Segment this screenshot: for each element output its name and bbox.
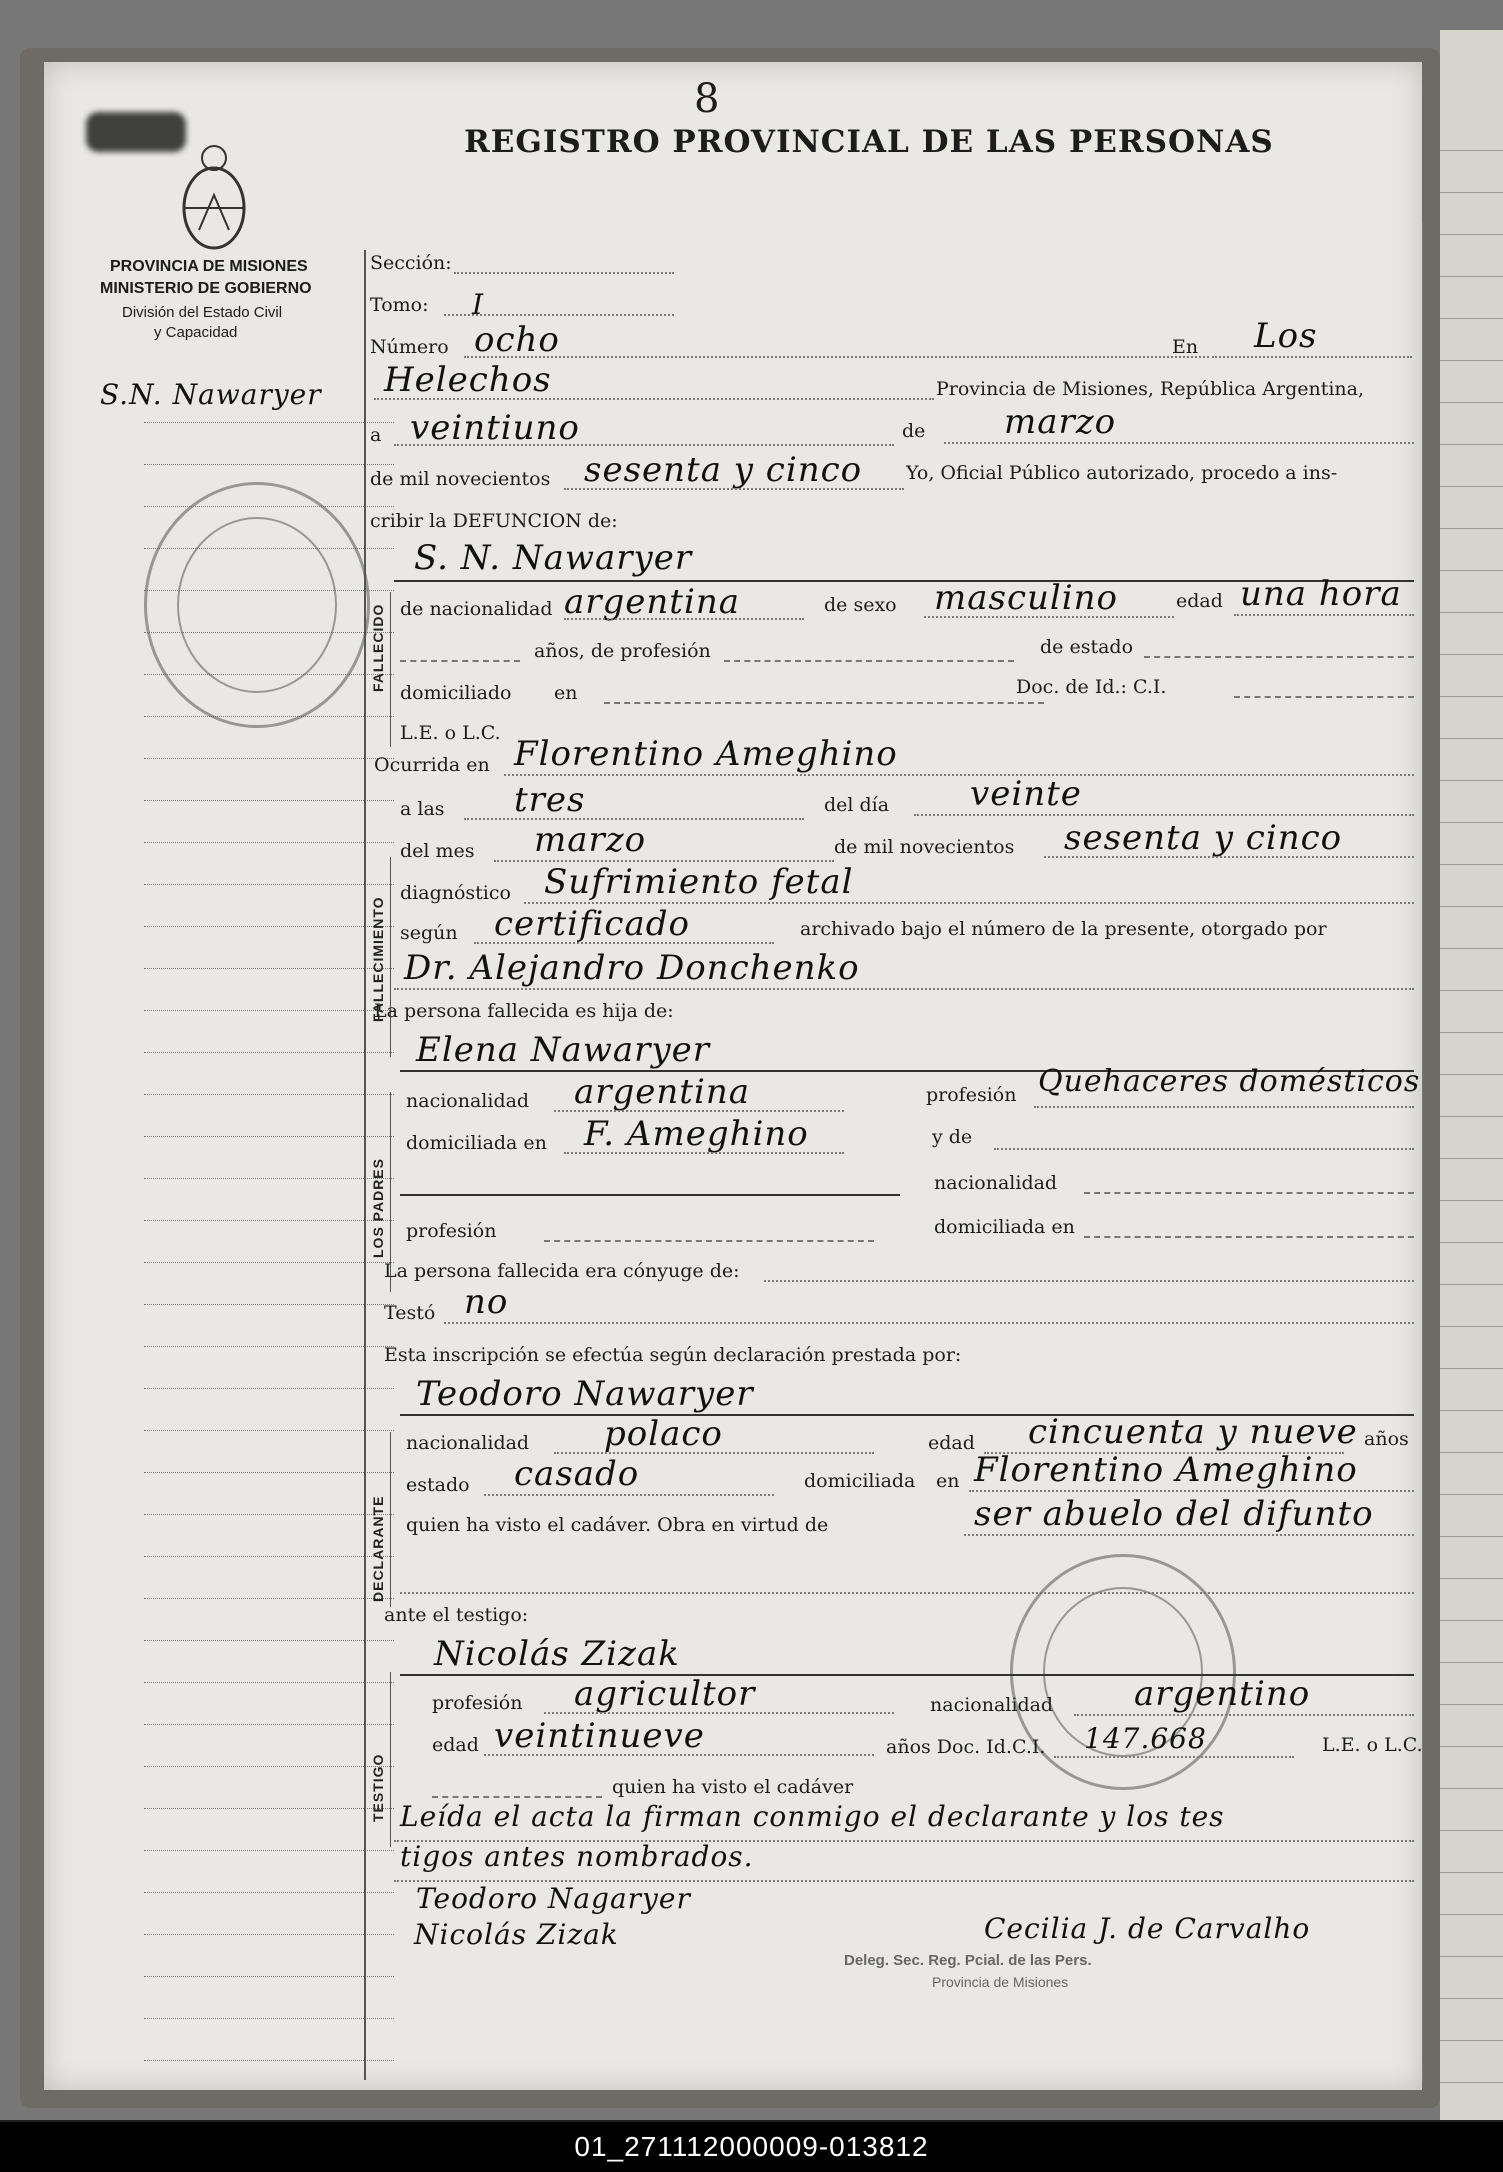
next-page-rule bbox=[1440, 1746, 1503, 1747]
test-edad-value: veintinueve bbox=[494, 1716, 705, 1756]
ante-label: ante el testigo: bbox=[384, 1604, 529, 1626]
test-edad-line bbox=[484, 1754, 874, 1756]
test-visto-label: quien ha visto el cadáver bbox=[612, 1776, 854, 1798]
segun-line bbox=[474, 942, 774, 944]
madre-nacionalidad-value: argentina bbox=[574, 1072, 751, 1112]
medico-line bbox=[394, 988, 1414, 990]
section-fallecimiento: FALLECIMIENTO bbox=[370, 896, 386, 1022]
margin-rule bbox=[144, 1052, 394, 1054]
next-page-rule bbox=[1440, 192, 1503, 193]
hija-label: La persona fallecida es hija de: bbox=[374, 1000, 674, 1022]
mes-line bbox=[944, 442, 1414, 444]
numero-line bbox=[464, 356, 1209, 358]
visto-label: quien ha visto el cadáver. Obra en virtud de bbox=[406, 1514, 829, 1536]
next-page-rule bbox=[1440, 822, 1503, 823]
dia-line bbox=[394, 444, 894, 446]
next-page-rule bbox=[1440, 906, 1503, 907]
numero-label: Número bbox=[370, 336, 449, 358]
next-page-rule bbox=[1440, 1662, 1503, 1663]
next-page-rule bbox=[1440, 1410, 1503, 1411]
madre-prof-line bbox=[1034, 1106, 1414, 1108]
madre-profesion-value: Quehaceres domésticos bbox=[1038, 1064, 1421, 1099]
dia-value: veintiuno bbox=[410, 408, 580, 448]
decl-domiciliada-label: domiciliada bbox=[804, 1470, 916, 1492]
decl-edad-value: cincuenta y nueve bbox=[1028, 1412, 1358, 1452]
next-page-rule bbox=[1440, 1788, 1503, 1789]
next-page-rule bbox=[1440, 486, 1503, 487]
margin-rule bbox=[144, 1724, 394, 1726]
margin-rule bbox=[144, 1136, 394, 1138]
margin-rule bbox=[144, 800, 394, 802]
tomo-label: Tomo: bbox=[370, 294, 429, 316]
next-page-rule bbox=[1440, 1998, 1503, 1999]
padre-line bbox=[994, 1148, 1414, 1150]
decl-estado-value: casado bbox=[514, 1454, 640, 1494]
next-page-rule bbox=[1440, 1368, 1503, 1369]
estado-label: de estado bbox=[1040, 636, 1134, 658]
rule-fallecimiento bbox=[390, 857, 391, 1057]
edad-line bbox=[1234, 614, 1414, 616]
nacionalidad-de-label: de nacionalidad bbox=[400, 598, 553, 620]
margin-rule bbox=[144, 1976, 394, 1978]
edad-value: una hora bbox=[1240, 574, 1402, 614]
sexo-line bbox=[924, 616, 1174, 618]
margin-rule bbox=[144, 2060, 394, 2062]
anio-fall-value: sesenta y cinco bbox=[1064, 818, 1343, 858]
test-le-lc-label: L.E. o L.C. bbox=[1322, 1734, 1423, 1756]
margin-rule bbox=[144, 464, 394, 466]
test-ci-line bbox=[1054, 1756, 1294, 1758]
coat-of-arms-icon bbox=[174, 140, 254, 260]
next-page-rule bbox=[1440, 1452, 1503, 1453]
ocurrida-line bbox=[504, 774, 1414, 776]
next-page-rule bbox=[1440, 1914, 1503, 1915]
conyuge-line bbox=[764, 1280, 1414, 1282]
madre-profesion-label: profesión bbox=[926, 1084, 1017, 1106]
margin-rule bbox=[144, 1640, 394, 1642]
estado-dash bbox=[1144, 656, 1414, 658]
office-line-2: MINISTERIO DE GOBIERNO bbox=[100, 280, 312, 297]
margin-rule bbox=[144, 1850, 394, 1852]
nombre-value: S. N. Nawaryer bbox=[414, 538, 693, 578]
sexo-label: de sexo bbox=[824, 594, 897, 616]
de-mil-label: de mil novecientos bbox=[370, 468, 551, 490]
en-label: En bbox=[1172, 336, 1199, 358]
next-page-rule bbox=[1440, 1536, 1503, 1537]
margin-rule bbox=[144, 1682, 394, 1684]
next-page-rule bbox=[1440, 318, 1503, 319]
de-label: de bbox=[902, 420, 926, 442]
decl-extra-line bbox=[400, 1592, 1414, 1594]
decl-domicilio-value: Florentino Ameghino bbox=[974, 1450, 1358, 1490]
test-le-dash bbox=[432, 1796, 602, 1798]
testo-value: no bbox=[464, 1282, 509, 1322]
numero-value: ocho bbox=[474, 320, 560, 360]
next-page-rule bbox=[1440, 1116, 1503, 1117]
next-page-rule bbox=[1440, 780, 1503, 781]
sexo-value: masculino bbox=[934, 578, 1119, 618]
diagnostico-value: Sufrimiento fetal bbox=[544, 862, 854, 902]
ink-blot bbox=[86, 112, 186, 152]
en-line bbox=[1212, 356, 1412, 358]
cierre-line-1: Leída el acta la firman conmigo el declarante y los tes bbox=[400, 1800, 1225, 1833]
next-page-rule bbox=[1440, 360, 1503, 361]
test-prof-line bbox=[544, 1712, 894, 1714]
next-page-rule bbox=[1440, 150, 1503, 151]
testo-label: Testó bbox=[384, 1302, 436, 1324]
decl-estado-line bbox=[484, 1494, 774, 1496]
madre-domiciliada-label: domiciliada en bbox=[406, 1132, 547, 1154]
padre-prof-dash bbox=[544, 1240, 874, 1242]
next-page-rule bbox=[1440, 444, 1503, 445]
tomo-value: I bbox=[472, 288, 485, 321]
next-page-rule bbox=[1440, 2082, 1503, 2083]
margin-rule bbox=[144, 1766, 394, 1768]
margin-rule bbox=[144, 1892, 394, 1894]
next-page-rule bbox=[1440, 1200, 1503, 1201]
next-page-rule bbox=[1440, 654, 1503, 655]
margin-rule bbox=[144, 884, 394, 886]
margin-rule bbox=[144, 968, 394, 970]
margin-rule bbox=[144, 1472, 394, 1474]
a-las-label: a las bbox=[400, 798, 445, 820]
le-lc-label: L.E. o L.C. bbox=[400, 722, 501, 744]
next-page-rule bbox=[1440, 1872, 1503, 1873]
next-page-rule bbox=[1440, 1032, 1503, 1033]
margin-note: S.N. Nawaryer bbox=[100, 378, 322, 411]
next-page-rule bbox=[1440, 2040, 1503, 2041]
domicilio-dash bbox=[604, 702, 1044, 704]
padre-domiciliada-label: domiciliada en bbox=[934, 1216, 1075, 1238]
next-page-rule bbox=[1440, 234, 1503, 235]
next-page-rule bbox=[1440, 1158, 1503, 1159]
decl-anos-label: años bbox=[1364, 1428, 1409, 1450]
decl-nacionalidad-value: polaco bbox=[604, 1414, 723, 1454]
signature-oficial: Cecilia J. de Carvalho bbox=[984, 1912, 1311, 1945]
padre-dom-dash bbox=[1084, 1236, 1414, 1238]
nacionalidad-value: argentina bbox=[564, 582, 741, 622]
margin-rule bbox=[144, 1346, 394, 1348]
lugar-value: Helechos bbox=[384, 360, 552, 400]
hora-value: tres bbox=[514, 780, 586, 820]
stamp-footer-line-2: Provincia de Misiones bbox=[932, 1974, 1069, 1990]
conyuge-label: La persona fallecida era cónyuge de: bbox=[384, 1260, 740, 1282]
margin-rule bbox=[144, 1388, 394, 1390]
test-anos-doc-label: años Doc. Id. bbox=[886, 1736, 1012, 1758]
margin-rule bbox=[144, 1094, 394, 1096]
next-page-rule bbox=[1440, 1956, 1503, 1957]
madre-nac-line bbox=[554, 1110, 844, 1112]
margin-rule bbox=[144, 1010, 394, 1012]
medico-value: Dr. Alejandro Donchenko bbox=[404, 948, 860, 988]
dia-fall-line bbox=[914, 814, 1414, 816]
margin-rule bbox=[144, 1178, 394, 1180]
office-line-1: PROVINCIA DE MISIONES bbox=[110, 258, 308, 275]
archivado-text: archivado bajo el número de la presente, otorgado por bbox=[800, 918, 1327, 940]
margin-rule bbox=[144, 1304, 394, 1306]
margin-rule bbox=[144, 1220, 394, 1222]
margin-rule bbox=[144, 1808, 394, 1810]
cierre-line-2: tigos antes nombrados. bbox=[400, 1840, 754, 1873]
margin-rule bbox=[144, 1262, 394, 1264]
segun-value: certificado bbox=[494, 904, 690, 944]
a-label: a bbox=[370, 424, 382, 446]
next-page-rule bbox=[1440, 738, 1503, 739]
anio-line bbox=[564, 488, 904, 490]
test-profesion-label: profesión bbox=[432, 1692, 523, 1714]
office-line-3: División del Estado Civil bbox=[122, 304, 283, 321]
madre-dom-line bbox=[564, 1152, 844, 1154]
test-ci-label: C.I. bbox=[1012, 1736, 1046, 1758]
decl-dom-line bbox=[969, 1490, 1414, 1492]
margin-rule bbox=[144, 758, 394, 760]
page-title: REGISTRO PROVINCIAL DE LAS PERSONAS bbox=[464, 124, 1274, 160]
next-page-rule bbox=[1440, 612, 1503, 613]
domicilio-en-label: en bbox=[554, 682, 578, 704]
madre-nacionalidad-label: nacionalidad bbox=[406, 1090, 530, 1112]
margin-rule bbox=[144, 1430, 394, 1432]
dia-fall-value: veinte bbox=[970, 774, 1082, 814]
next-page-rule bbox=[1440, 1830, 1503, 1831]
declarante-value: Teodoro Nawaryer bbox=[416, 1374, 754, 1414]
madre-value: Elena Nawaryer bbox=[416, 1030, 711, 1070]
signature-testigo: Nicolás Zizak bbox=[414, 1918, 619, 1951]
testo-line bbox=[444, 1322, 1414, 1324]
next-page-rule bbox=[1440, 696, 1503, 697]
anio-value: sesenta y cinco bbox=[584, 450, 863, 490]
nacionalidad-line bbox=[564, 618, 804, 620]
next-page-rule bbox=[1440, 1578, 1503, 1579]
rule-testigo bbox=[390, 1672, 391, 1847]
next-page-rule bbox=[1440, 1074, 1503, 1075]
test-nac-line bbox=[1074, 1714, 1414, 1716]
next-page-rule bbox=[1440, 570, 1503, 571]
lugar-line bbox=[374, 398, 934, 400]
oficial-text: Yo, Oficial Público autorizado, procedo a ins- bbox=[906, 462, 1338, 484]
decl-edad-label: edad bbox=[928, 1432, 975, 1454]
test-nacionalidad-label: nacionalidad bbox=[930, 1694, 1054, 1716]
register-page bbox=[44, 62, 1422, 2090]
domiciliado-label: domiciliado bbox=[400, 682, 512, 704]
margin-rule bbox=[144, 1598, 394, 1600]
ocurrida-label: Ocurrida en bbox=[374, 754, 490, 776]
next-page-edge bbox=[1440, 30, 1503, 2120]
margin-rule bbox=[144, 926, 394, 928]
margin-rule bbox=[144, 842, 394, 844]
y-de-label: y de bbox=[932, 1126, 973, 1148]
next-page-rule bbox=[1440, 1242, 1503, 1243]
next-page-rule bbox=[1440, 528, 1503, 529]
section-declarante: DECLARANTE bbox=[370, 1495, 386, 1602]
inscripcion-label: Esta inscripción se efectúa según declaración prestada por: bbox=[384, 1344, 962, 1366]
margin-rule bbox=[144, 1556, 394, 1558]
cribir-text: cribir la DEFUNCION de: bbox=[370, 510, 618, 532]
segun-label: según bbox=[400, 922, 458, 944]
left-official-stamp bbox=[144, 482, 370, 728]
next-page-rule bbox=[1440, 1704, 1503, 1705]
decl-en-label: en bbox=[936, 1470, 960, 1492]
next-page-rule bbox=[1440, 864, 1503, 865]
section-fallecido: FALLECIDO bbox=[370, 603, 386, 692]
edad-label: edad bbox=[1176, 590, 1223, 612]
stamp-footer-line-1: Deleg. Sec. Reg. Pcial. de las Pers. bbox=[844, 1952, 1092, 1969]
madre-domicilio-value: F. Ameghino bbox=[584, 1114, 809, 1154]
decl-virtud-value: ser abuelo del difunto bbox=[974, 1494, 1374, 1534]
rule-declarante bbox=[390, 1432, 391, 1607]
image-caption: 01_271112000009-013812 bbox=[0, 2122, 1503, 2172]
en-value: Los bbox=[1254, 316, 1318, 356]
margin-rule bbox=[144, 422, 394, 424]
next-page-rule bbox=[1440, 1326, 1503, 1327]
del-dia-label: del día bbox=[824, 794, 890, 816]
next-page-rule bbox=[1440, 990, 1503, 991]
form-left-rule bbox=[364, 250, 366, 2080]
ocurrida-value: Florentino Ameghino bbox=[514, 734, 898, 774]
page-number: 8 bbox=[694, 76, 720, 122]
next-page-rule bbox=[1440, 402, 1503, 403]
mes-value: marzo bbox=[1004, 402, 1117, 442]
padre-profesion-label: profesión bbox=[406, 1220, 497, 1242]
decl-estado-label: estado bbox=[406, 1474, 470, 1496]
padre-nacionalidad-label: nacionalidad bbox=[934, 1172, 1058, 1194]
test-profesion-value: agricultor bbox=[574, 1674, 756, 1714]
seccion-line bbox=[454, 272, 674, 274]
doc-label: Doc. de Id.: C.I. bbox=[1016, 676, 1167, 698]
margin-rule bbox=[144, 1934, 394, 1936]
test-ci-value: 147.668 bbox=[1084, 1722, 1207, 1755]
margin-rule bbox=[144, 1514, 394, 1516]
next-page-rule bbox=[1440, 1620, 1503, 1621]
next-page-rule bbox=[1440, 1284, 1503, 1285]
padre-name-line bbox=[400, 1194, 900, 1196]
office-line-4: y Capacidad bbox=[154, 324, 238, 341]
padre-nac-dash bbox=[1084, 1192, 1414, 1194]
del-mes-label: del mes bbox=[400, 840, 475, 862]
doc-dash bbox=[1234, 696, 1414, 698]
anio-fall-line bbox=[1044, 856, 1414, 858]
decl-nacionalidad-label: nacionalidad bbox=[406, 1432, 530, 1454]
margin-rule bbox=[144, 2018, 394, 2020]
de-mil-nov-label: de mil novecientos bbox=[834, 836, 1015, 858]
form-right-rule bbox=[1422, 222, 1423, 2082]
section-padres: LOS PADRES bbox=[370, 1158, 386, 1258]
profesion-dash bbox=[724, 660, 1014, 662]
rule-fallecido bbox=[390, 592, 391, 747]
section-testigo: TESTIGO bbox=[370, 1753, 386, 1822]
anos-dash bbox=[400, 660, 520, 662]
signature-declarante: Teodoro Nagaryer bbox=[416, 1882, 691, 1915]
decl-virtud-line bbox=[964, 1534, 1414, 1536]
next-page-rule bbox=[1440, 1494, 1503, 1495]
test-edad-label: edad bbox=[432, 1734, 479, 1756]
mes-fall-value: marzo bbox=[534, 820, 647, 860]
next-page-rule bbox=[1440, 948, 1503, 949]
seccion-label: Sección: bbox=[370, 252, 452, 274]
test-nacionalidad-value: argentino bbox=[1134, 1674, 1311, 1714]
testigo-value: Nicolás Zizak bbox=[434, 1634, 680, 1674]
diagnostico-label: diagnóstico bbox=[400, 882, 511, 904]
next-page-rule bbox=[1440, 276, 1503, 277]
anos-profesion-label: años, de profesión bbox=[534, 640, 711, 662]
provincia-text: Provincia de Misiones, República Argentina, bbox=[936, 378, 1365, 400]
